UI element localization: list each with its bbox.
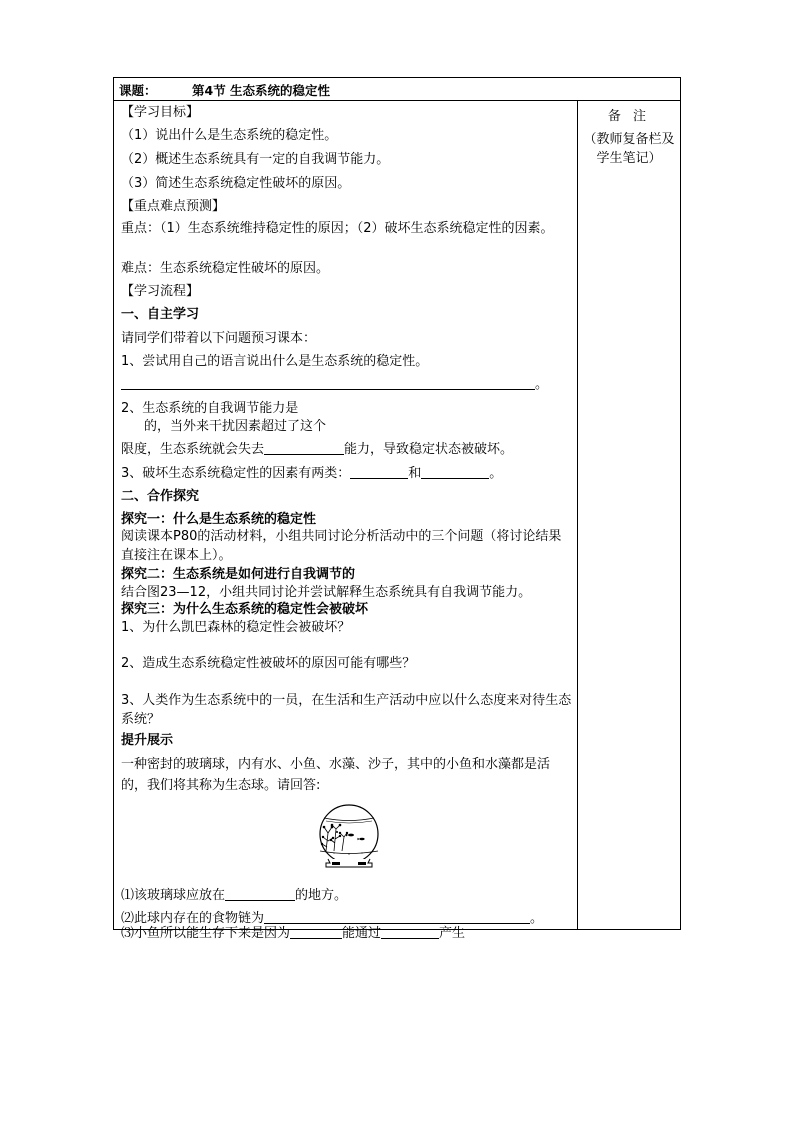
answer-1: ⑴该玻璃球应放在 的地方。 [121, 888, 348, 903]
extend-heading: 提升展示 [121, 733, 174, 748]
answer-blank[interactable] [264, 454, 344, 455]
explore-2-text: 结合图23—12，小组共同讨论并尝试解释生态系统具有自我调节能力。 [121, 585, 532, 600]
explore-3-q3: 3、人类作为生态系统中的一员，在生活和生产活动中应以什么态度来对待生态系统？ [121, 693, 572, 727]
answer-blank[interactable] [121, 389, 535, 390]
key-point: 重点：（1）生态系统维持稳定性的原因；（2）破坏生态系统稳定性的因素。 [121, 221, 554, 236]
explore-3-q1: 1、为什么凯巴森林的稳定性会被破坏？ [121, 620, 351, 635]
answer-blank[interactable] [381, 938, 439, 939]
cooperative-heading: 二、合作探究 [121, 489, 200, 504]
explore-2-title: 探究二：生态系统是如何进行自我调节的 [121, 567, 356, 582]
goal-item: （3）简述生态系统稳定性破坏的原因。 [121, 176, 351, 191]
topic-label: 课题： [119, 83, 157, 98]
answer-blank[interactable] [350, 478, 408, 479]
extend-text: 一种密封的玻璃球，内有水、小鱼、水藻、沙子，其中的小鱼和水藻都是活的，我们将其称为生态球。请回答: [121, 757, 551, 793]
self-study-intro: 请同学们带着以下问题预习课本： [121, 331, 317, 346]
title-row [114, 78, 680, 101]
notes-column [578, 101, 680, 929]
explore-3-title: 探究三：为什么生态系统的稳定性会被破坏 [121, 602, 369, 617]
question-2b: 的，当外来干扰因素超过了这个 [144, 419, 327, 434]
answer-blank[interactable] [290, 938, 342, 939]
explore-3-q2: 2、造成生态系统稳定性被破坏的原因可能有哪些？ [121, 656, 416, 671]
eco-sphere-figure [304, 803, 394, 869]
lesson-title: 第4节 生态系统的稳定性 [192, 83, 331, 98]
notes-heading: 备 注 [607, 109, 651, 124]
goal-item: （2）概述生态系统具有一定的自我调节能力。 [121, 152, 390, 167]
question-3: 3、破坏生态系统稳定性的因素有两类： 和 。 [121, 466, 503, 481]
worksheet-table [113, 77, 681, 941]
explore-1-text: 阅读课本P80的活动材料，小组共同讨论分析活动中的三个问题（将讨论结果直接注在课本上）。 [121, 529, 562, 563]
self-study-heading: 一、自主学习 [121, 307, 200, 322]
main-column: 【学习目标】 （1）说出什么是生态系统的稳定性。 （2）概述生态系统具有一定的自我调节能力。 （3）简述生态系统稳定性破坏的原因。 【重点难点预测】 重点：（1）生态系统维持稳定性的原因；（2）破坏生态系统稳定性的因素。 难点：生态系统稳定性破坏的原因。 【学习流程】 一、自主学习 请同学们带着以下问题预习课本： 1、尝试用自己的语言说出什么是生态系统的稳定性。 。 2、生态系统的自我调节能力是 的，当外来干扰因素超过了这个 限度，生态系统就会失去 能力，导致稳定状态被破坏。 3、破坏生态系统稳定性的因素有两类： 和 。 二、合作探究 探究一：什么是生态系统的稳定性 阅读课本P80的活动材料，小组共同讨论分析活动中的三个问题（将讨论结果直接注在课本上）。 探究二：生态系统是如何进行自我调节的 结合图23—12，小组共同讨论并尝试解释生态系统具有自我调节能力。 探究三：为什么生态系统的稳定性会被破坏 1、为什么凯巴森林的稳定性会被破坏？ 2、造成生态系统稳定性被破坏的原因可能有哪些？ 3、人类作为生态系统中的一员，在生活和生产活动中应以什么态度来对待生态系统？ 提升展示 一种密封的玻璃球，内有水、小鱼、水藻、沙子，其中的小鱼和水藻都是活的，我们将其称为生态球。请回答: ⑴该玻璃球应放在 的地方。 ⑵此球内存在的食物链为 。 ⑶小鱼所以能生存下来是因为 能通过 产生 [114, 101, 578, 929]
key-heading: 【重点难点预测】 [121, 199, 226, 214]
question-2a: 2、生态系统的自我调节能力是 [121, 401, 299, 416]
answer-blank[interactable] [421, 478, 489, 479]
goals-heading: 【学习目标】 [121, 105, 200, 120]
answer-2: ⑵此球内存在的食物链为 。 [121, 911, 544, 926]
key-difficulty: 难点：生态系统稳定性破坏的原因。 [121, 261, 330, 276]
goal-item: （1）说出什么是生态系统的稳定性。 [121, 128, 338, 143]
flow-heading: 【学习流程】 [121, 284, 200, 299]
question-2c: 限度，生态系统就会失去 能力，导致稳定状态被破坏。 [121, 442, 514, 457]
explore-1-title: 探究一：什么是生态系统的稳定性 [121, 512, 317, 527]
answer-line-1: 。 [121, 375, 573, 394]
notes-description: （教师复备栏及学生笔记） [583, 132, 675, 166]
question-1: 1、尝试用自己的语言说出什么是生态系统的稳定性。 [121, 354, 429, 369]
answer-blank[interactable] [225, 900, 295, 901]
